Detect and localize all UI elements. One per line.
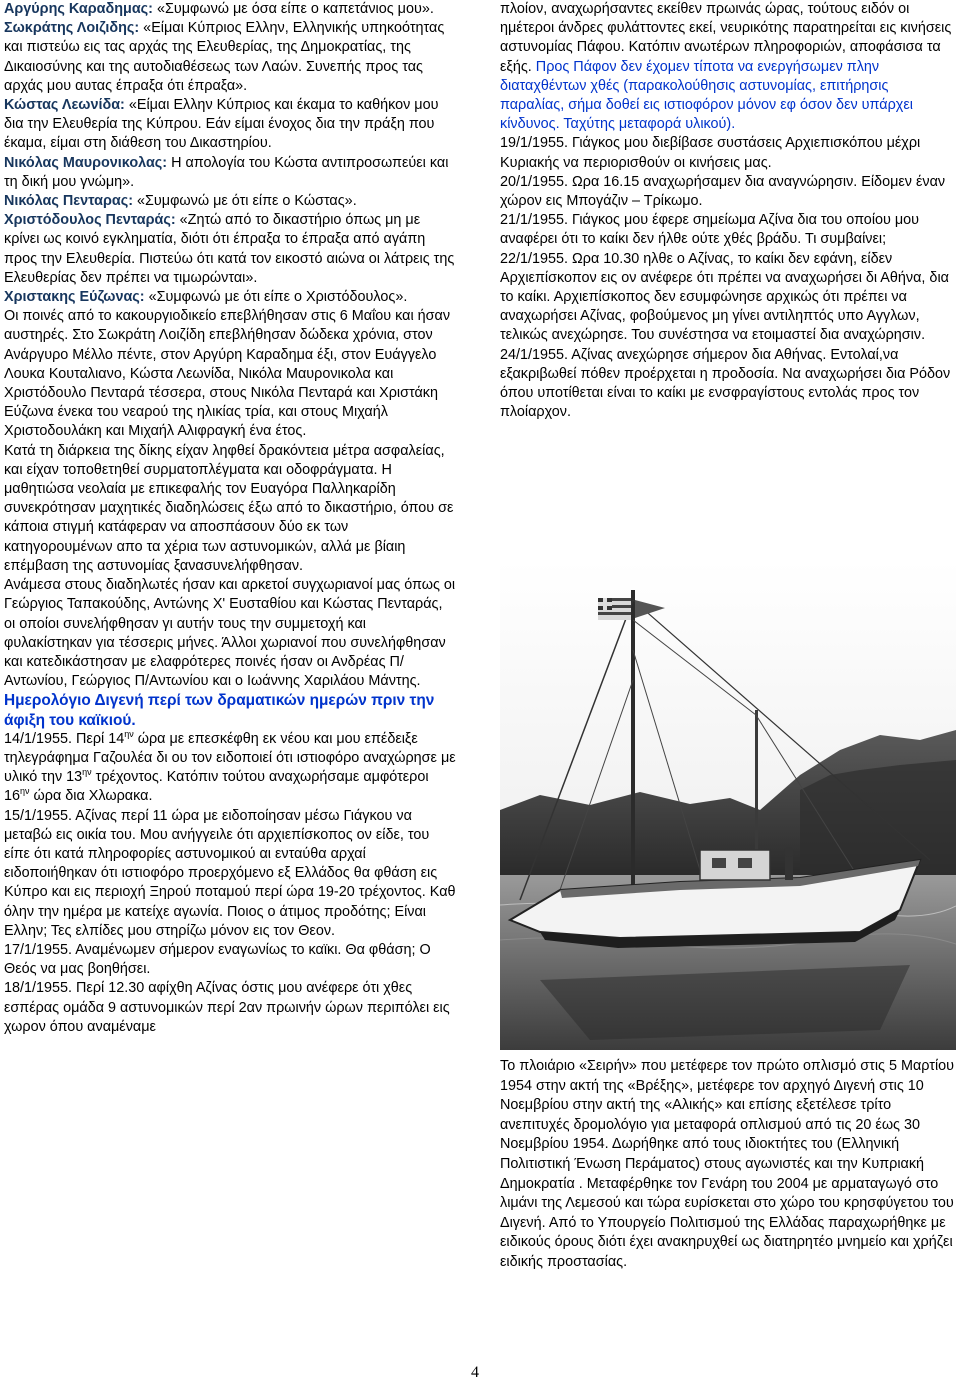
diary-entry-21-1: 21/1/1955. Γιάγκος μου έφερε σημείωμα Αζίνα δια του οποίου μου αναφέρει ότι το καίκι δεν ήλθε ούτε χθές βράδυ. Τι συμβαίνει; <box>500 212 920 248</box>
diary-entry-18-1: 18/1/1955. Περί 12.30 αφίχθη Αζίνας όστις μου ανέφερε ότι χθες εσπέρας ομάδα 9 αστυνομικών περί 2αν πρωινήν ώρων περιπόλει εις χωρον όπου αναμέναμε <box>4 980 450 1035</box>
speaker-name: Κώστας Λεωνίδα: <box>4 97 125 114</box>
diary-entry-24-1: 24/1/1955. Αζίνας ανεχώρησε σήμερον δια Αθήνας. Εντολαί,να εξακριβωθεί πόθεν προέρχεται η προδοσία. Να αναχωρήσει δια Ρόδον όπου υποτίθεται είναι το καίκι με ενσφραγίστους εντολάς προς τον πλοίαρχον. <box>500 346 951 421</box>
sailing-boat-icon <box>500 560 956 1050</box>
speaker-name: Νικόλας Μαυρονικολας: <box>4 154 168 171</box>
speaker-name: Χριστακης Εύζωνας: <box>4 289 145 306</box>
diary-entry-20-1: 20/1/1955. Ωρα 16.15 αναχωρήσαμεν δια αναγνώρησιν. Είδομεν έναν χώρον εις Μπογάζιν – Τρίκωμο. <box>500 173 946 210</box>
photo-caption: Το πλοιάριο «Σειρήν» που μετέφερε τον πρώτο οπλισμό στις 5 Μαρτίου 1954 στην ακτή της «Βρέξης», μετέφερε τον αρχηγό Διγενή στις 10 Νοεμβρίου στην ακτή της «Αλικής» και επίσης εξετέλεσε τρίτο ανεπιτυχές δρομολόγιο για μεταφορά οπλισμού από τις 20 έως 30 Νοεμβρίου 1954. Δωρήθηκε από τους ιδιοκτήτες του (Ελληνική Πολιτιστική Ένωση Περάματος) στους αγωνιστές και την Κυπριακή Δημοκρατία . Μεταφέρθηκε τον Γενάρη του 2004 με αρματαγωγό στο λιμάνι της Λεμεσού και τώρα ευρίσκεται στο χώρο του κρησφύγετου του Διγενή. Από το Υπουργείο Πολιτισμού της Ελλάδας παραχωρήθηκε με ειδικούς όρους διότι έχει ανακηρυχθεί ως διατηρητέο μνημείο και χρήζει ειδικής προστασίας. <box>500 1058 955 1270</box>
sentences-paragraph: Οι ποινές από το κακουργιοδικείο επεβλήθησαν στις 6 Μαΐου και ήσαν αυστηρές. Στο Σωκράτη Λοιζίδη επεβλήθησαν δώδεκα χρόνια, στον Ανάργυρο Μέλλο πέντε, στον Αργύρη Καραδημα έξι, στον Ευάγγελο Λουκα Κουταλιανο, Κώστα Λεωνίδα, Νικόλα Μαυρονικολα και Χριστόδουλο Πενταρά τέσσερα, στους Νικόλα Πενταρά και Χριστάκη Εύζωνα ένεκα του νεαρού της ηλικίας τρία, και στους Μιχαήλ Χριστοδουλάκη και Μιχαήλ Αλιφραγκή ένα έτος. <box>4 308 451 440</box>
right-column <box>500 0 956 422</box>
defense-statement-mavronikolas: Νικόλας Μαυρονικολας: Η απολογία του Κώστα αντιπροσωπεύει και τη δική μου γνώμη». <box>4 154 449 190</box>
diary-entry-19-1: 19/1/1955. Γιάγκος μου διεβίβασε συστάσεις Αρχιεπισκόπου μέχρι Κυριακής να περιορισθούν οι κινήσεις μας. <box>500 135 921 171</box>
sailing-boat-photo <box>500 560 956 1050</box>
speaker-name: Αργύρης Καραδημας: <box>4 1 153 17</box>
page-number: 4 <box>471 1364 479 1381</box>
diary-heading: Ημερολόγιο Διγενή περί των δραματικών ημερών πριν την άφιξη του καϊκιού. <box>4 692 435 729</box>
diary-entry-18-1-continued: πλοίον, αναχωρήσαντες εκείθεν πρωινάς ώρας, τούτους ειδόν οι ημέτεροι άνδρες φυλάττοντες εκεί, νευρικότης παρατηρείται εις κινήσεις αστυνομίας Πάφου. Κατόπιν ανωτέρων πληροφοριών, αποφάσισα τα εξής. Προς Πάφον δεν έχομεν τίποτα να ενεργήσωμεν πλην διαταχθέντων χθές (παρακολούθησις αστυνομίας, επιτήρησις παραλίας, σήμα δοθεί εις ιστιοφόρον μόνον εφ όσον δεν υπάρχει κίνδυνος. Ταχύτης μεταφορά υλικού). <box>500 1 952 133</box>
defense-statement-loizidis: Σωκράτης Λοιζιδης: «Είμαι Κύπριος Ελλην, Ελληνικής υπηκοότητας και πιστεύω εις τας αρχάς της Ελευθερίας, της Δημοκρατίας, της Δικαιοσύνης και της αυτοδιαθέσεως των Λαών. Συνεπής προς τας αρχάς μου αυτας έπραξα ότι έπραξα». <box>4 20 445 94</box>
diary-entry-14-1: 14/1/1955. Περί $14^{\eta\nu}$ ώρα με επεσκέφθη εκ νέου και μου επέδειξε τηλεγράφημα Γαζουλέα δι ου τον ειδοποιεί ότι ιστιοφόρο αναχώρησε με υλικό την $13^{\eta\nu}$ τρέχοντος. Κατόπιν τούτου αναχωρήσαμε αμφότεροι $16^{\eta\nu}$ ώρα δια Χλωρακα. <box>4 728 456 805</box>
defense-statement-karadimas: Αργύρης Καραδημας: «Συμφωνώ με όσα είπε ο καπετάνιος μου». <box>4 1 434 17</box>
trial-security-paragraph: Κατά τη διάρκεια της δίκης είχαν ληφθεί δρακόντεια μέτρα ασφαλείας, και είχαν τοποθετηθεί συρματοπλέγματα και οδοφράγματα. Η μαθητιώσα νεολαία με επικεφαλής τον Ευαγόρα Παλληκαρίδη συνεκρότησαν μαχητικές διαδηλώσεις έξω από το δικαστήριο, όπου σε κάποια στιγμή κατάφεραν να αποσπάσουν δύο εκ των κατηγορουμένων απο τα χέρια των αστυνομικών, αλλά με βίαιη επέμβαση της αστυνομίας ξανασυνελήφθησαν. <box>4 442 454 574</box>
protesters-paragraph: Ανάμεσα στους διαδηλωτές ήσαν και αρκετοί συγχωριανοί μας όπως οι Γεώργιος Ταπακούδης, Αντώνης Χ' Ευσταθίου και Κώστας Πενταράς, οι οποίοι συνελήφθησαν γι αυτήν τους την συμμετοχή και φυλακίστηκαν για τέσσερις μήνες. Άλλοι χωριανοί που συνελήφθησαν και κατεδικάστησαν με ελαφρότερες ποινές ήσαν οι Ανδρέας Π/Αντωνίου, Γεώργιος Π/Αντωνίου και ο Ιωάννης Χαριλάου Μάντης. <box>4 577 456 690</box>
diary-entry-22-1: 22/1/1955. Ωρα 10.30 ηλθε ο Αζίνας, το καίκι δεν εφάνη, είδεν Αρχιεπίσκοπον εις ον ανέφερε ότι πρέπει να αναχωρήσει δι Αθήνα, δια το καίκι. Αρχιεπίσκοπος δεν εσυμφώνησε αρχικώς ότι πρέπει να αναχωρήσει Αζίνας, φοβούμενος μη γίνει αντιληπτός υπο Αγγλων, τελικώς ανεχώρησε. Του συνέστησα να ετοιμαστεί δια αναχώρησιν. <box>500 250 949 344</box>
defense-statement-leonida: Κώστας Λεωνίδα: «Είμαι Ελλην Κύπριος και έκαμα το καθήκον μου δια την Ελευθερία της Κύπρου. Εάν είμαι ένοχος δια την πράξη που έκαμα, είμαι στη διάθεση του Δικαστηρίου. <box>4 97 439 152</box>
defense-statement-nikolas-pentaras: Νικόλας Πενταρας: «Συμφωνώ με ότι είπε ο Κώστας». <box>4 193 357 210</box>
defense-statement-christodoulos-pentaras: Χριστόδουλος Πενταράς: «Ζητώ από το δικαστήριο όπως μη με κρίνει ως κοινό εγκληματία, διότι ότι έπραξα το έπραξα από αγάπη προς την Ελευθερία. Πιστεύω ότι κατά τον εικοστό αιώνα οι λάτρεις της Ελευθερίας δεν πρέπει να τιμωρώνται». <box>4 212 455 286</box>
speaker-name: Νικόλας Πενταρας: <box>4 193 134 210</box>
diary-entry-15-1: 15/1/1955. Αζίνας περί 11 ώρα με ειδοποίησαν μέσω Γιάγκου να μεταβώ εις οικία του. Μου ανήγγειλε ότι αρχιεπίσκοπος ον είδε, του είπε ότι κατά πληροφορίες αστυνομικού αι ενταύθα αρχαί ειδοποιήθηκαν ότι ιστιοφόρο προερχόμενο εξ Ελλάδος θα φθάση εις Κύπρο και εις περιοχή Ξηρού ποταμού περί ώρα 19-20 τρέχοντος. Καθ όλην την ημέρα με κατείχε αγωνία. Ποιος ο άτιμος προδότης; Είναι Ελλην; Τες ελπίδες μου στηρίζω μόνον εις τον Θεον. <box>4 807 456 939</box>
defense-statement-evzonas: Χριστακης Εύζωνας: «Συμφωνώ με ότι είπε ο Χριστόδουλος». <box>4 289 408 306</box>
speaker-name: Χριστόδουλος Πενταράς: <box>4 212 176 229</box>
orders-highlight: Προς Πάφον δεν έχομεν τίποτα να ενεργήσωμεν πλην διαταχθέντων χθές (παρακολούθησις αστυνομίας, επιτήρησις παραλίας, σήμα δοθεί εις ιστιοφόρον μόνον εφ όσον δεν υπάρχει κίνδυνος. Ταχύτης μεταφορά υλικού). <box>500 58 913 133</box>
speaker-name: Σωκράτης Λοιζιδης: <box>4 20 140 37</box>
diary-entry-17-1: 17/1/1955. Αναμένωμεν σήμερον εναγωνίως το καϊκι. Θα φθάση; Ο Θεός να μας βοηθήσει. <box>4 941 431 978</box>
left-column <box>4 0 456 1037</box>
